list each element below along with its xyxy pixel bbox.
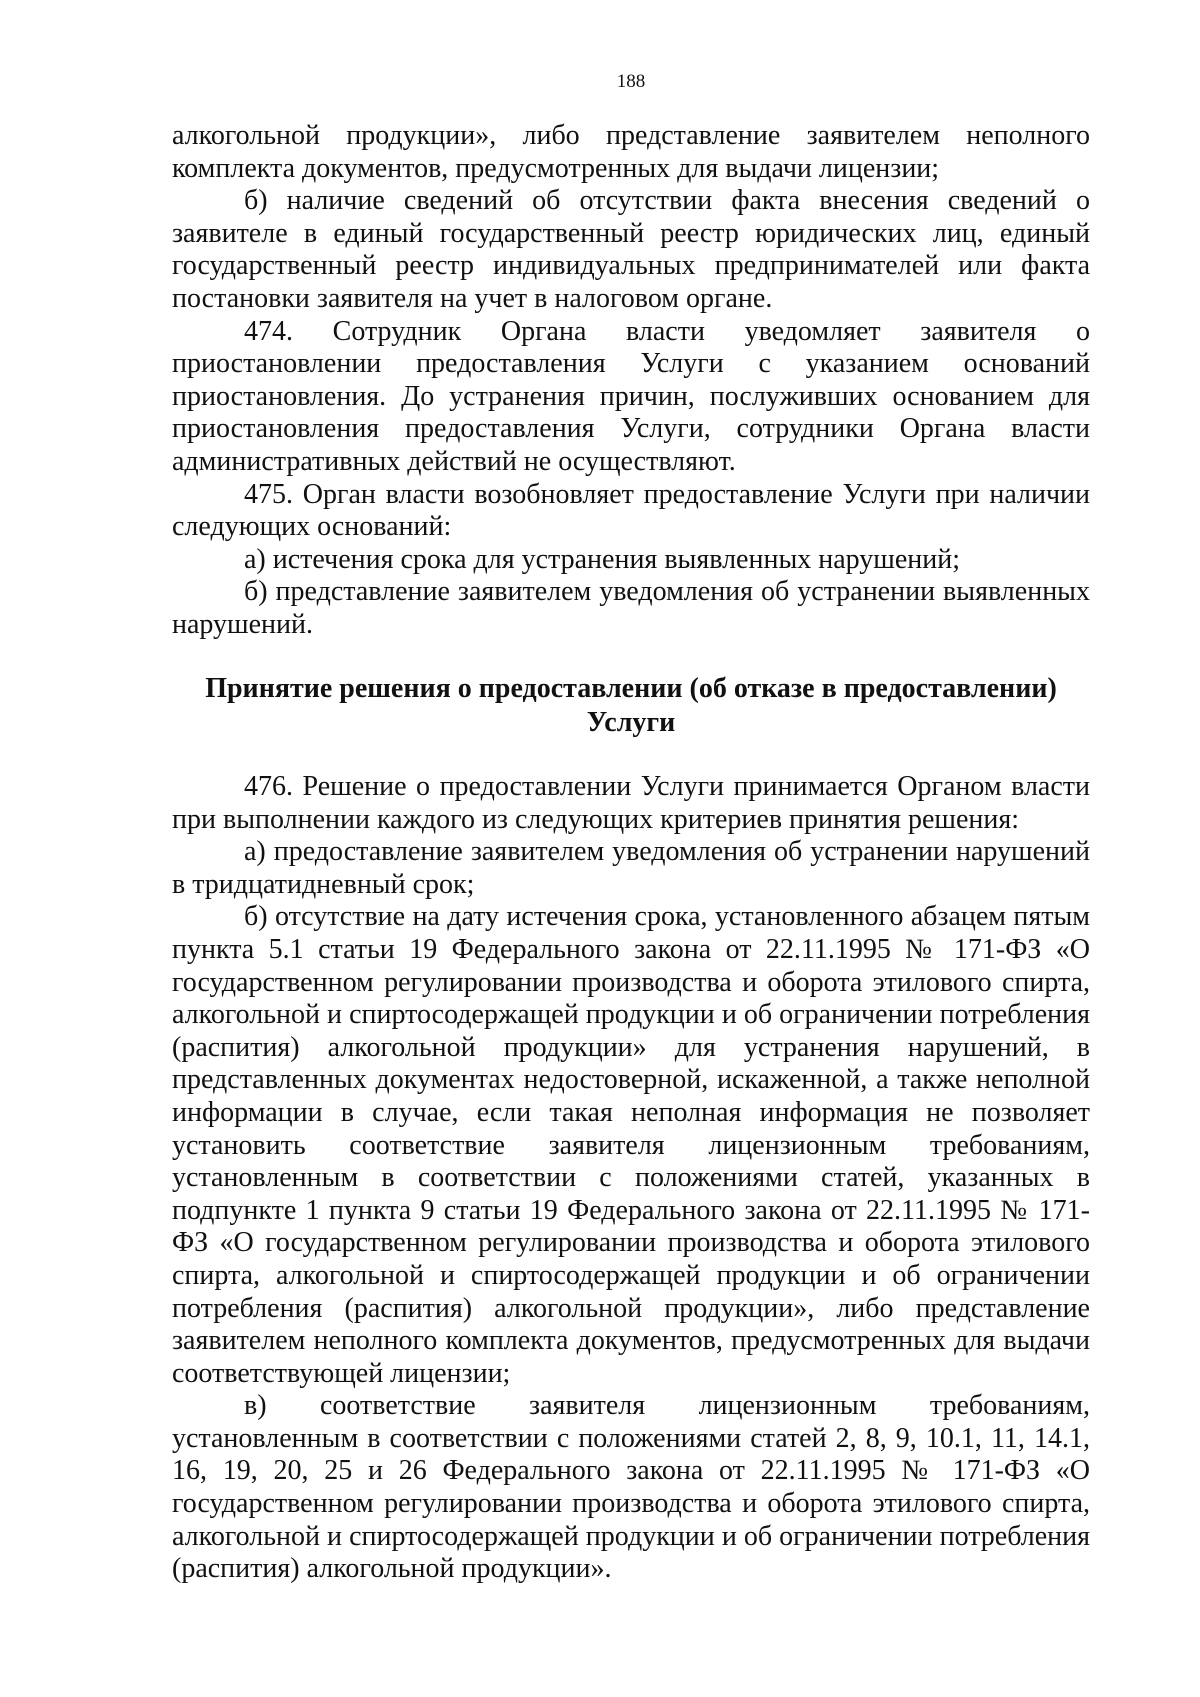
- body-text-top: [172, 120, 1090, 642]
- paragraph-475-item-a: а) истечения срока для устранения выявленных нарушений;: [244, 543, 961, 575]
- paragraph-476-item-b: б) отсутствие на дату истечения срока, установленного абзацем пятым пункта 5.1 статьи 19 Федерального закона от 22.11.1995 № 171-ФЗ «О государственном регулировании производства и оборота этилового спирта, алкогольной и спиртосодержащей продукции и об ограничении потребления (распития) алкогольной продукции» для устранения нарушений, в представленных документах недостоверной, искаженной, а также неполной информации в случае, если такая неполная информация не позволяет установить соответствие заявителя лицензионным требованиям, установленным в соответствии с положениями статей, указанных в подпункте 1 пункта 9 статьи 19 Федерального закона от 22.11.1995 № 171-ФЗ «О государственном регулировании производства и оборота этилового спирта, алкогольной и спиртосодержащей продукции и об ограничении потребления (распития) алкогольной продукции», либо представление заявителем неполного комплекта документов, предусмотренных для выдачи соответствующей лицензии;: [172, 901, 1090, 1389]
- section-heading: [172, 672, 1090, 740]
- section-heading-line-2: Услуги: [586, 707, 676, 738]
- paragraph-476-item-a: а) предоставление заявителем уведомления об устранении нарушений в тридцатидневный срок;: [172, 836, 1090, 900]
- paragraph-474: 474. Сотрудник Органа власти уведомляет заявителя о приостановлении предоставления Услуги с указанием оснований приостановления. До устранения причин, послуживших основанием для приостановления предоставления Услуги, сотрудники Органа власти административных действий не осуществляют.: [172, 315, 1090, 477]
- paragraph-475: 475. Орган власти возобновляет предоставление Услуги при наличии следующих оснований:: [172, 478, 1090, 543]
- page-number: 188: [616, 71, 646, 92]
- body-text-bottom: [172, 771, 1090, 1586]
- paragraph-item-b-tax-registration: б) наличие сведений об отсутствии факта внесения сведений о заявителе в единый государственный реестр юридических лиц, единый государственный реестр индивидуальных предпринимателей или факта постановки заявителя на учет в налоговом органе.: [172, 185, 1090, 314]
- section-heading-line-1: Принятие решения о предоставлении (об отказе в предоставлении): [205, 673, 1057, 704]
- paragraph-476: 476. Решение о предоставлении Услуги принимается Органом власти при выполнении каждого из следующих критериев принятия решения:: [172, 771, 1090, 835]
- paragraph-476-item-v: в) соответствие заявителя лицензионным требованиям, установленным в соответствии с положениями статей 2, 8, 9, 10.1, 11, 14.1, 16, 19, 20, 25 и 26 Федерального закона от 22.11.1995 № 171-ФЗ «О государственном регулировании производства и оборота этилового спирта, алкогольной и спиртосодержащей продукции и об ограничении потребления (распития) алкогольной продукции».: [172, 1390, 1090, 1585]
- paragraph-475-item-b: б) представление заявителем уведомления об устранении выявленных нарушений.: [172, 576, 1090, 640]
- paragraph-continuation: алкогольной продукции», либо представление заявителем неполного комплекта документов, предусмотренных для выдачи лицензии;: [172, 120, 1090, 184]
